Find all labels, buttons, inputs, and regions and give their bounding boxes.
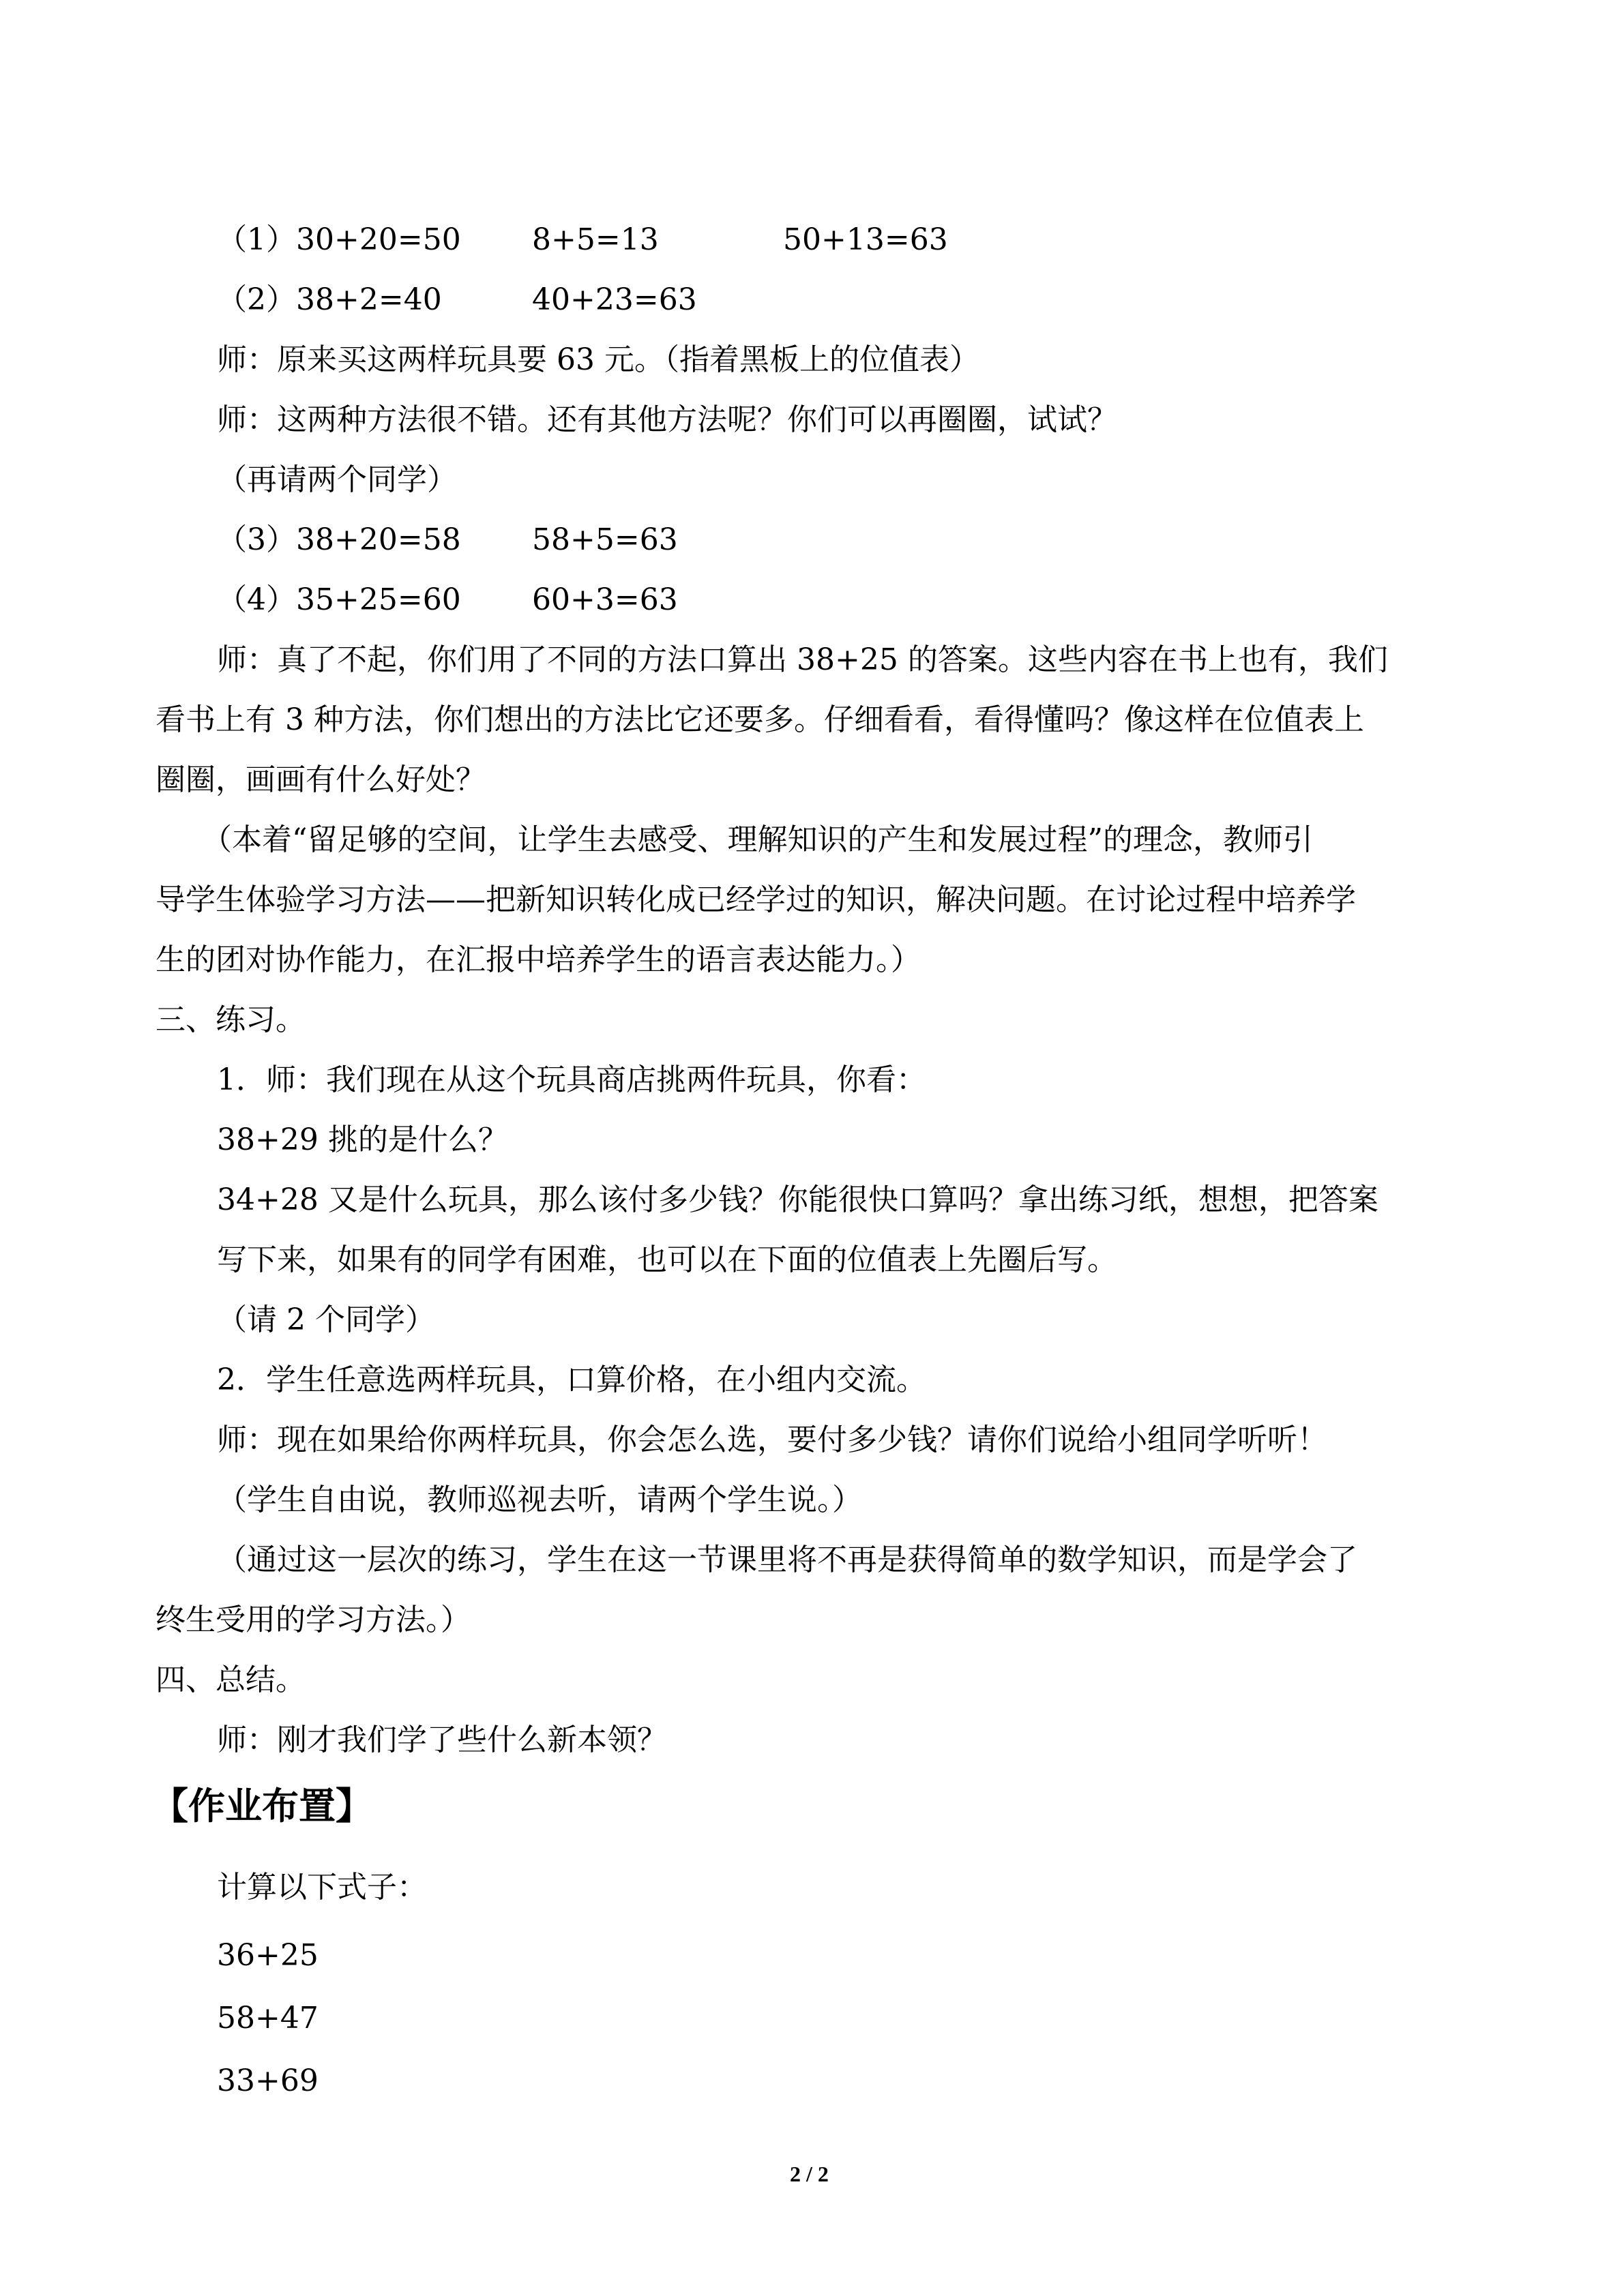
paragraph-4-line-2: 看书上有 3 种方法，你们想出的方法比它还要多。仔细看看，看得懂吗？像这样在位值表上 xyxy=(156,702,1364,737)
calc-3-label: （3）38+20=58 xyxy=(217,522,461,557)
paragraph-5-line-2: 导学生体验学习方法——把新知识转化成已经学过的知识，解决问题。在讨论过程中培养学 xyxy=(156,882,1356,917)
calc-1-label: （1）30+20=50 xyxy=(217,222,461,257)
paragraph-8-line-1: 34+28 又是什么玩具，那么该付多少钱？你能很快口算吗？拿出练习纸，想想，把答案 xyxy=(217,1182,1378,1217)
homework-intro: 计算以下式子： xyxy=(217,1870,427,1905)
paragraph-4-line-1: 师：真了不起，你们用了不同的方法口算出 38+25 的答案。这些内容在书上也有，我们 xyxy=(217,642,1388,677)
paragraph-10: 2．学生任意选两样玩具，口算价格，在小组内交流。 xyxy=(217,1362,926,1397)
paragraph-8-line-2: 写下来，如果有的同学有困难，也可以在下面的位值表上先圈后写。 xyxy=(217,1242,1117,1277)
calc-1-b: 8+5=13 xyxy=(532,222,659,257)
homework-heading: 【作业布置】 xyxy=(151,1785,372,1828)
homework-item: 58+47 xyxy=(217,2001,319,2036)
section-4-title: 四、总结。 xyxy=(156,1663,306,1697)
paragraph-13-line-1: （通过这一层次的练习，学生在这一节课里将不再是获得简单的数学知识，而是学会了 xyxy=(217,1542,1357,1577)
paragraph-13-line-2: 终生受用的学习方法。） xyxy=(156,1602,471,1637)
paragraph-14: 师：刚才我们学了些什么新本领？ xyxy=(217,1723,667,1757)
paragraph-11: 师：现在如果给你两样玩具，你会怎么选，要付多少钱？请你们说给小组同学听听！ xyxy=(217,1422,1327,1457)
calc-4-b: 60+3=63 xyxy=(532,582,678,617)
homework-item: 36+25 xyxy=(217,1938,319,1973)
paragraph-5-line-1: （本着“留足够的空间，让学生去感受、理解知识的产生和发展过程”的理念，教师引 xyxy=(202,822,1313,857)
paragraph-6: 1．师：我们现在从这个玩具商店挑两件玩具，你看： xyxy=(217,1062,926,1097)
paragraph-1: 师：原来买这两样玩具要 63 元。（指着黑板上的位值表） xyxy=(217,342,979,377)
paragraph-9: （请 2 个同学） xyxy=(217,1302,435,1337)
calc-1-c: 50+13=63 xyxy=(783,222,948,257)
calc-3-b: 58+5=63 xyxy=(532,522,678,557)
paragraph-4-line-3: 圈圈，画画有什么好处？ xyxy=(156,762,486,797)
paragraph-2: 师：这两种方法很不错。还有其他方法呢？你们可以再圈圈，试试？ xyxy=(217,402,1117,437)
page-number: 2 / 2 xyxy=(790,2162,829,2186)
paragraph-12: （学生自由说，教师巡视去听，请两个学生说。） xyxy=(217,1482,862,1517)
calc-4-label: （4）35+25=60 xyxy=(217,582,461,617)
section-3-title: 三、练习。 xyxy=(156,1002,306,1037)
paragraph-3: （再请两个同学） xyxy=(217,462,457,497)
calc-2-label: （2）38+2=40 xyxy=(217,282,442,317)
calc-2-b: 40+23=63 xyxy=(532,282,697,317)
paragraph-5-line-3: 生的团对协作能力，在汇报中培养学生的语言表达能力。） xyxy=(156,942,921,977)
paragraph-7: 38+29 挑的是什么？ xyxy=(217,1122,508,1157)
homework-item: 33+69 xyxy=(217,2063,319,2098)
